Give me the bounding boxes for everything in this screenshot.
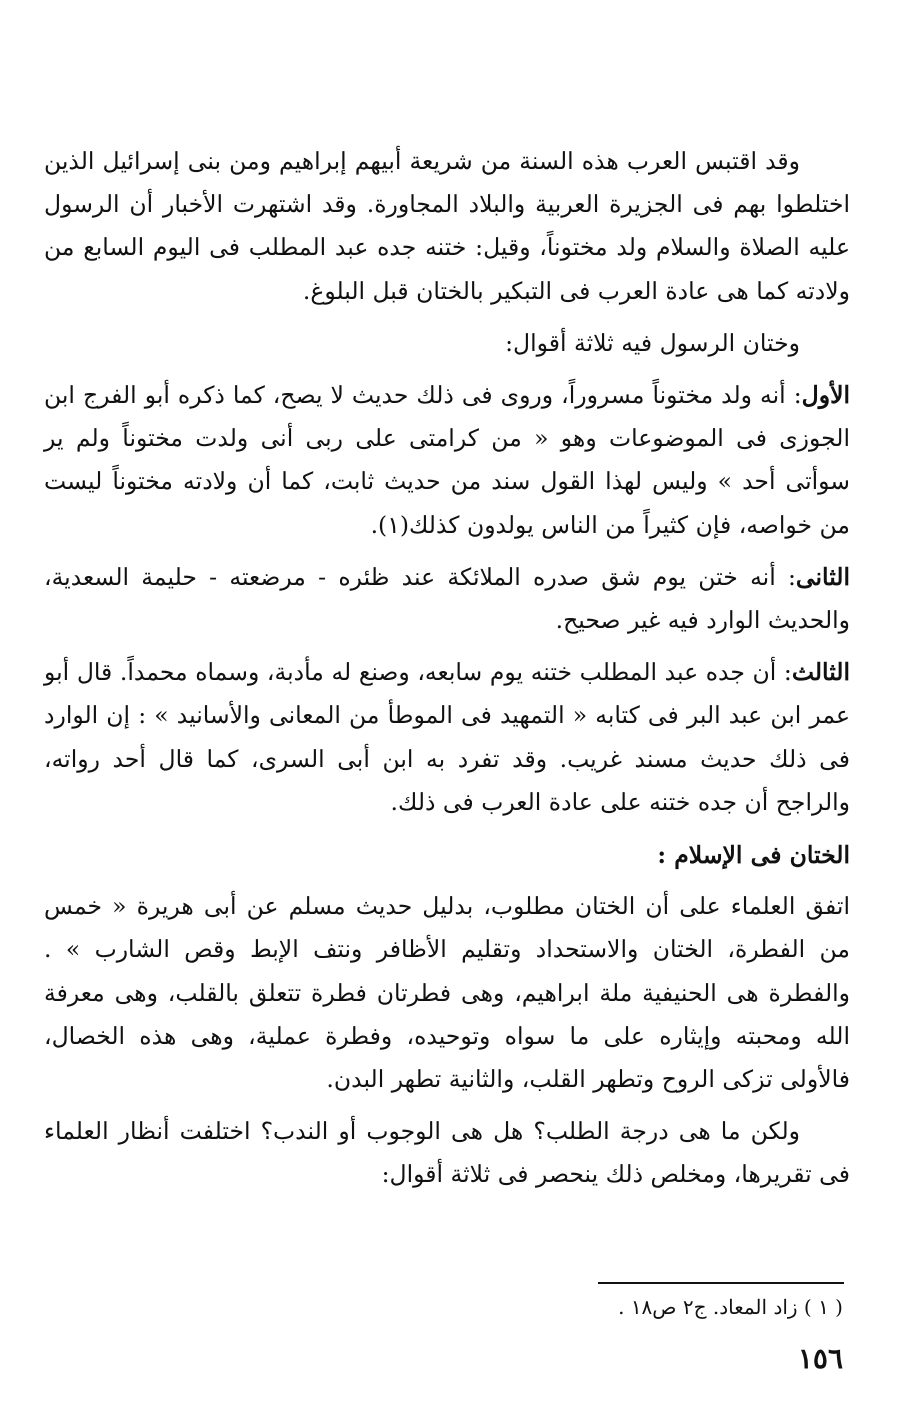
paragraph-first-opinion xyxy=(44,374,850,547)
body-text xyxy=(44,140,850,1206)
paragraph-islam-consensus: اتفق العلماء على أن الختان مطلوب، بدليل حديث مسلم عن أبى هريرة « خمس من الفطرة، الختان والاستحداد وتقليم الأظافر ونتف الإبط وقص الشارب » . والفطرة هى الحنيفية ملة ابراهيم، وهى فطرتان فطرة تتعلق بالقلب، وهى معرفة الله ومحبته وإيثاره على ما سواه وتوحيده، وفطرة عملية، وهى هذه الخصال، فالأولى تزكى الروح وتطهر القلب، والثانية تطهر البدن. xyxy=(44,892,850,1094)
paragraph-prophet-circumcision: وختان الرسول فيه ثلاثة أقوال: xyxy=(505,328,800,357)
opinion-label-third: الثالث xyxy=(791,658,850,687)
footnote: ( ١ ) زاد المعاد. ج٢ ص١٨ . xyxy=(618,1295,843,1319)
paragraph-third-opinion xyxy=(44,651,850,824)
section-heading: الختان فى الإسلام : xyxy=(657,841,850,870)
opinion-text-third: : أن جده عبد المطلب ختنه يوم سابعه، وصنع له مأدبة، وسماه محمداً. قال أبو عمر ابن عبد البر فى كتابه « التمهيد فى الموطأ من المعانى والأسانيد » : إن الوارد فى ذلك حديث مسند غريب. وقد تفرد به ابن أبى السرى، كما قال أحد رواته، والراجح أن جده ختنه على عادة العرب فى ذلك. xyxy=(44,658,850,816)
paragraph-intro: وقد اقتبس العرب هذه السنة من شريعة أبيهم إبراهيم ومن بنى إسرائيل الذين اختلطوا بهم فى الجزيرة العربية والبلاد المجاورة. وقد اشتهرت الأخبار أن الرسول عليه الصلاة والسلام ولد مختوناً، وقيل: ختنه جده عبد المطلب فى اليوم السابع من ولادته كما هى عادة العرب فى التبكير بالختان قبل البلوغ. xyxy=(44,147,850,305)
opinion-text-first: : أنه ولد مختوناً مسروراً، وروى فى ذلك حديث لا يصح، كما ذكره أبو الفرج ابن الجوزى فى الموضوعات وهو « من كرامتى على ربى أنى ولدت مختوناً ولم ير سوأتى أحد » وليس لهذا القول سند من حديث ثابت، كما أن ولادته مختوناً ليست من خواصه، فإن كثيراً من الناس يولدون كذلك(١). xyxy=(44,381,850,539)
paragraph-degree-question: ولكن ما هى درجة الطلب؟ هل هى الوجوب أو الندب؟ اختلفت أنظار العلماء فى تقريرها، ومخلص ذلك ينحصر فى ثلاثة أقوال: xyxy=(44,1117,850,1189)
footnote-divider xyxy=(598,1282,844,1284)
paragraph-second-opinion xyxy=(44,556,850,642)
opinion-label-second: الثانى xyxy=(795,562,850,591)
opinion-text-second: : أنه ختن يوم شق صدره الملائكة عند ظئره - مرضعته - حليمة السعدية، والحديث الوارد فيه غير صحيح. xyxy=(44,562,850,635)
opinion-label-first: الأول xyxy=(801,381,850,410)
page-number: ١٥٦ xyxy=(797,1342,843,1375)
